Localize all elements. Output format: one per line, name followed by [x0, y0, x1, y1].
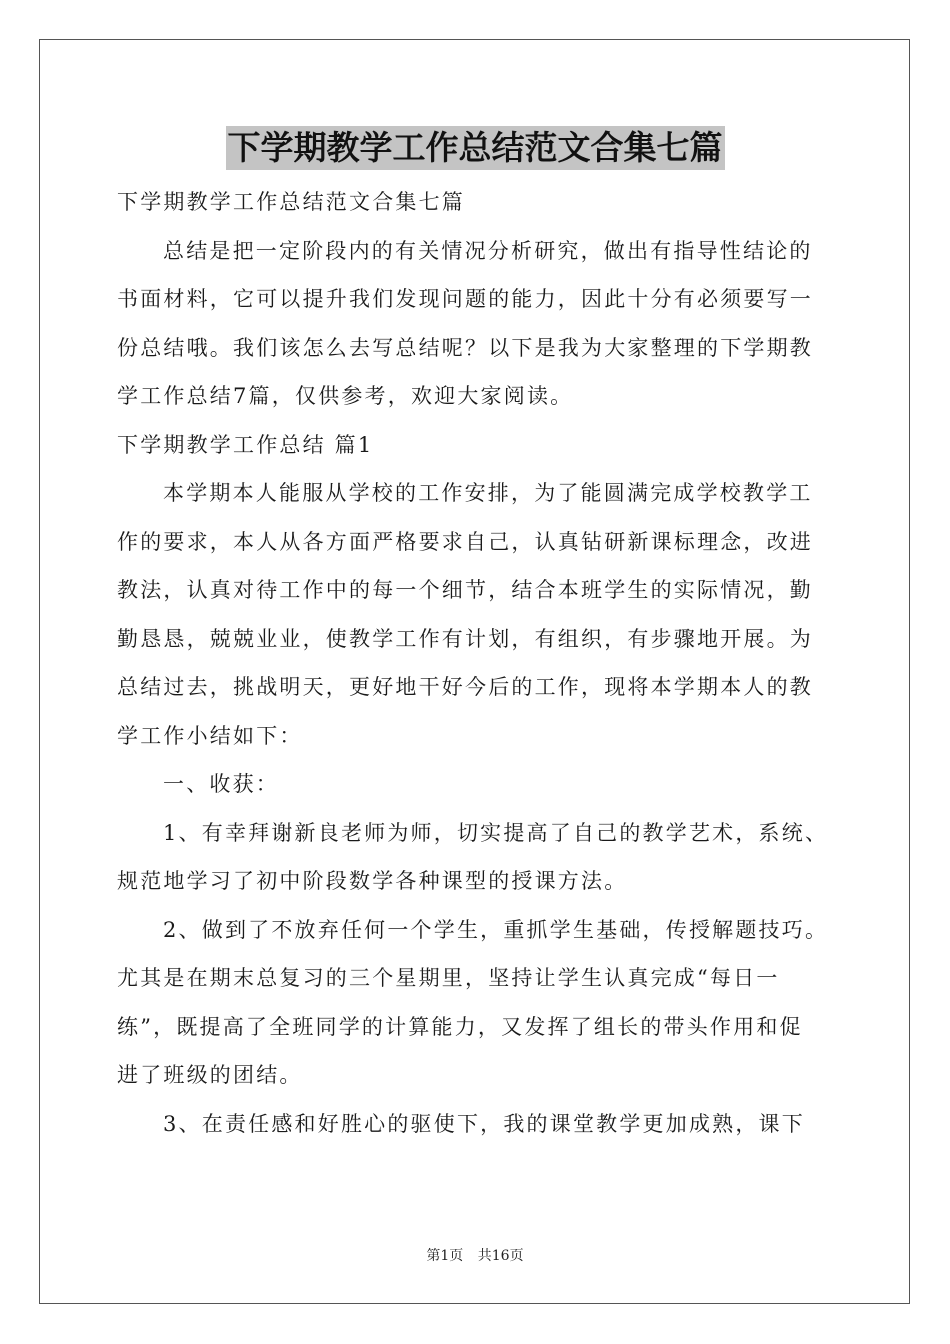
text-line: 进了班级的团结。 — [117, 1063, 303, 1087]
text-line: 书面材料，它可以提升我们发现问题的能力，因此十分有必须要写一 — [117, 287, 813, 311]
text-line: 学工作小结如下： — [117, 723, 303, 748]
text-line: 3、在责任感和好胜心的驱使下，我的课堂教学更加成熟，课下 — [163, 1111, 805, 1136]
text-line: 份总结哦。我们该怎么去写总结呢？以下是我为大家整理的下学期教 — [117, 335, 813, 360]
text-line: 2、做到了不放弃任何一个学生，重抓学生基础，传授解题技巧。 — [163, 917, 829, 942]
text-line: 下学期教学工作总结 篇1 — [117, 432, 374, 457]
page-total: 共16页 — [477, 1248, 524, 1264]
text-line: 练”，既提高了全班同学的计算能力，又发挥了组长的带头作用和促 — [117, 1014, 803, 1039]
text-line: 学工作总结7篇，仅供参考，欢迎大家阅读。 — [117, 384, 574, 408]
text-line: 下学期教学工作总结范文合集七篇 — [117, 190, 465, 214]
title-container — [0, 126, 950, 170]
text-line: 教法，认真对待工作中的每一个细节，结合本班学生的实际情况，勤 — [117, 578, 813, 602]
text-line: 规范地学习了初中阶段数学各种课型的授课方法。 — [117, 869, 628, 893]
document-body — [117, 178, 835, 1148]
text-line: 总结过去，挑战明天，更好地干好今后的工作，现将本学期本人的教 — [117, 675, 813, 699]
text-line: 1、有幸拜谢新良老师为师，切实提高了自己的教学艺术，系统、 — [163, 820, 829, 845]
text-line: 一、收获： — [163, 772, 279, 796]
text-line: 总结是把一定阶段内的有关情况分析研究，做出有指导性结论的 — [163, 238, 813, 263]
text-line: 尤其是在期末总复习的三个星期里，坚持让学生认真完成“每日一 — [117, 966, 780, 990]
page-number: 第1页 — [426, 1248, 464, 1264]
document-title: 下学期教学工作总结范文合集七篇 — [226, 126, 725, 170]
text-line: 勤恳恳，兢兢业业，使教学工作有计划，有组织，有步骤地开展。为 — [117, 626, 813, 651]
text-line: 作的要求，本人从各方面严格要求自己，认真钻研新课标理念，改进 — [117, 529, 813, 554]
text-line: 本学期本人能服从学校的工作安排，为了能圆满完成学校教学工 — [163, 481, 813, 505]
page-footer — [0, 1246, 950, 1266]
